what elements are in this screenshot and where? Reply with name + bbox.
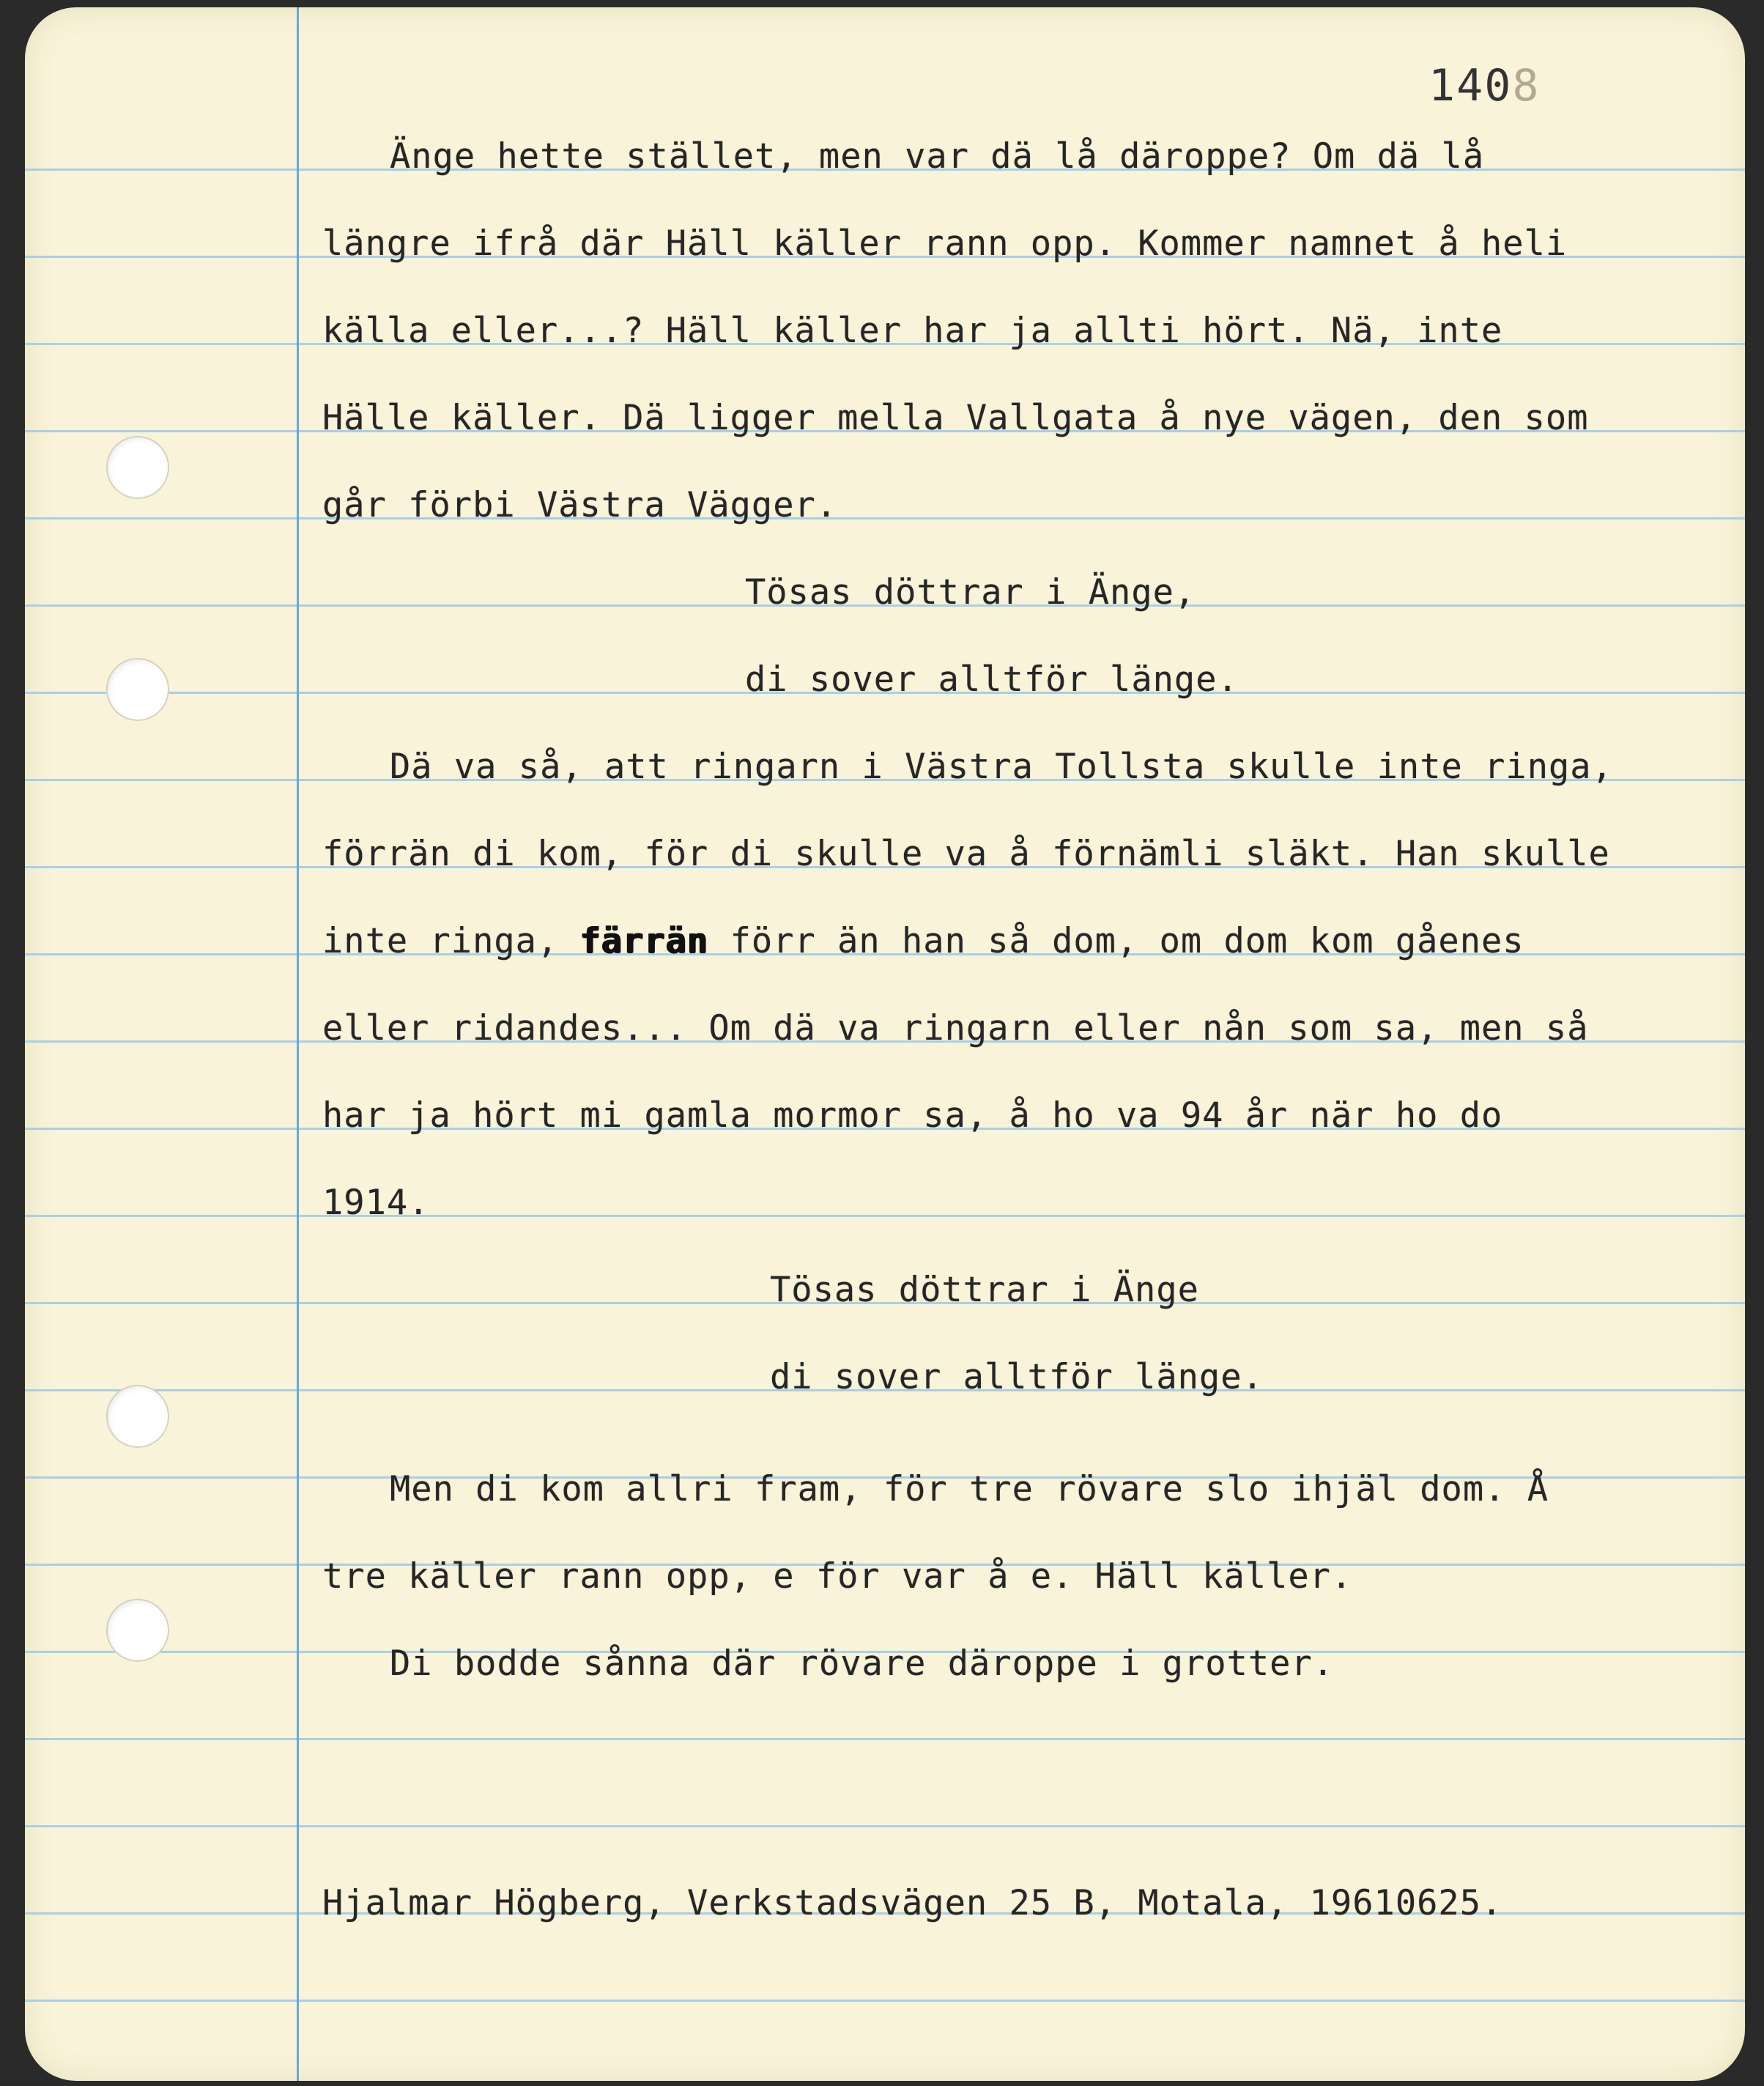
- text-line: tre käller rann opp, e för var å e. Häll käller.: [322, 1556, 1353, 1597]
- ruled-line: [25, 1738, 1745, 1740]
- text-line: källa eller...? Häll käller har ja allti hört. Nä, inte: [322, 311, 1503, 351]
- page-number: 1408: [1428, 60, 1541, 111]
- ruled-line: [25, 1215, 1745, 1217]
- text-line: eller ridandes... Om dä va ringarn eller nån som sa, men så: [322, 1008, 1589, 1048]
- text-segment: inte ringa,: [322, 921, 580, 961]
- text-line: Men di kom allri fram, för tre rövare slo ihjäl dom. Å: [390, 1469, 1549, 1509]
- text-line: Änge hette stället, men var dä lå däroppe? Om dä lå: [390, 136, 1485, 177]
- text-segment: förr än han så dom, om dom kom gåenes: [708, 921, 1524, 961]
- ruled-line: [25, 1825, 1745, 1827]
- text-line: Hälle käller. Dä ligger mella Vallgata å nye vägen, den som: [322, 398, 1589, 438]
- verse-line: Tösas döttrar i Änge: [770, 1270, 1199, 1310]
- text-line: Di bodde sånna där rövare däroppe i grotter.: [390, 1643, 1335, 1684]
- text-line: 1914.: [322, 1183, 430, 1223]
- verse-line: di sover alltför länge.: [745, 659, 1239, 700]
- verse-line: Tösas döttrar i Änge,: [745, 572, 1196, 613]
- signature-line: Hjalmar Högberg, Verkstadsvägen 25 B, Motala, 19610625.: [322, 1883, 1503, 1923]
- text-line: Dä va så, att ringarn i Västra Tollsta skulle inte ringa,: [390, 747, 1613, 787]
- ruled-line: [25, 2000, 1745, 2002]
- punch-hole: [106, 436, 169, 499]
- text-line: [322, 921, 1524, 961]
- overtyped-word: färrän: [579, 921, 709, 961]
- punch-hole: [106, 1385, 169, 1448]
- punch-hole: [106, 1599, 169, 1662]
- text-line: förrän di kom, för di skulle va å förnämli släkt. Han skulle: [322, 834, 1610, 874]
- index-card: [25, 7, 1745, 2081]
- ruled-line: [25, 517, 1745, 519]
- text-line: har ja hört mi gamla mormor sa, å ho va 94 år när ho do: [322, 1095, 1503, 1136]
- punch-hole: [106, 658, 169, 721]
- text-line: längre ifrå där Häll käller rann opp. Kommer namnet å heli: [322, 223, 1568, 264]
- verse-line: di sover alltför länge.: [770, 1357, 1264, 1397]
- text-line: går förbi Västra Vägger.: [322, 485, 838, 525]
- margin-line: [297, 7, 299, 2081]
